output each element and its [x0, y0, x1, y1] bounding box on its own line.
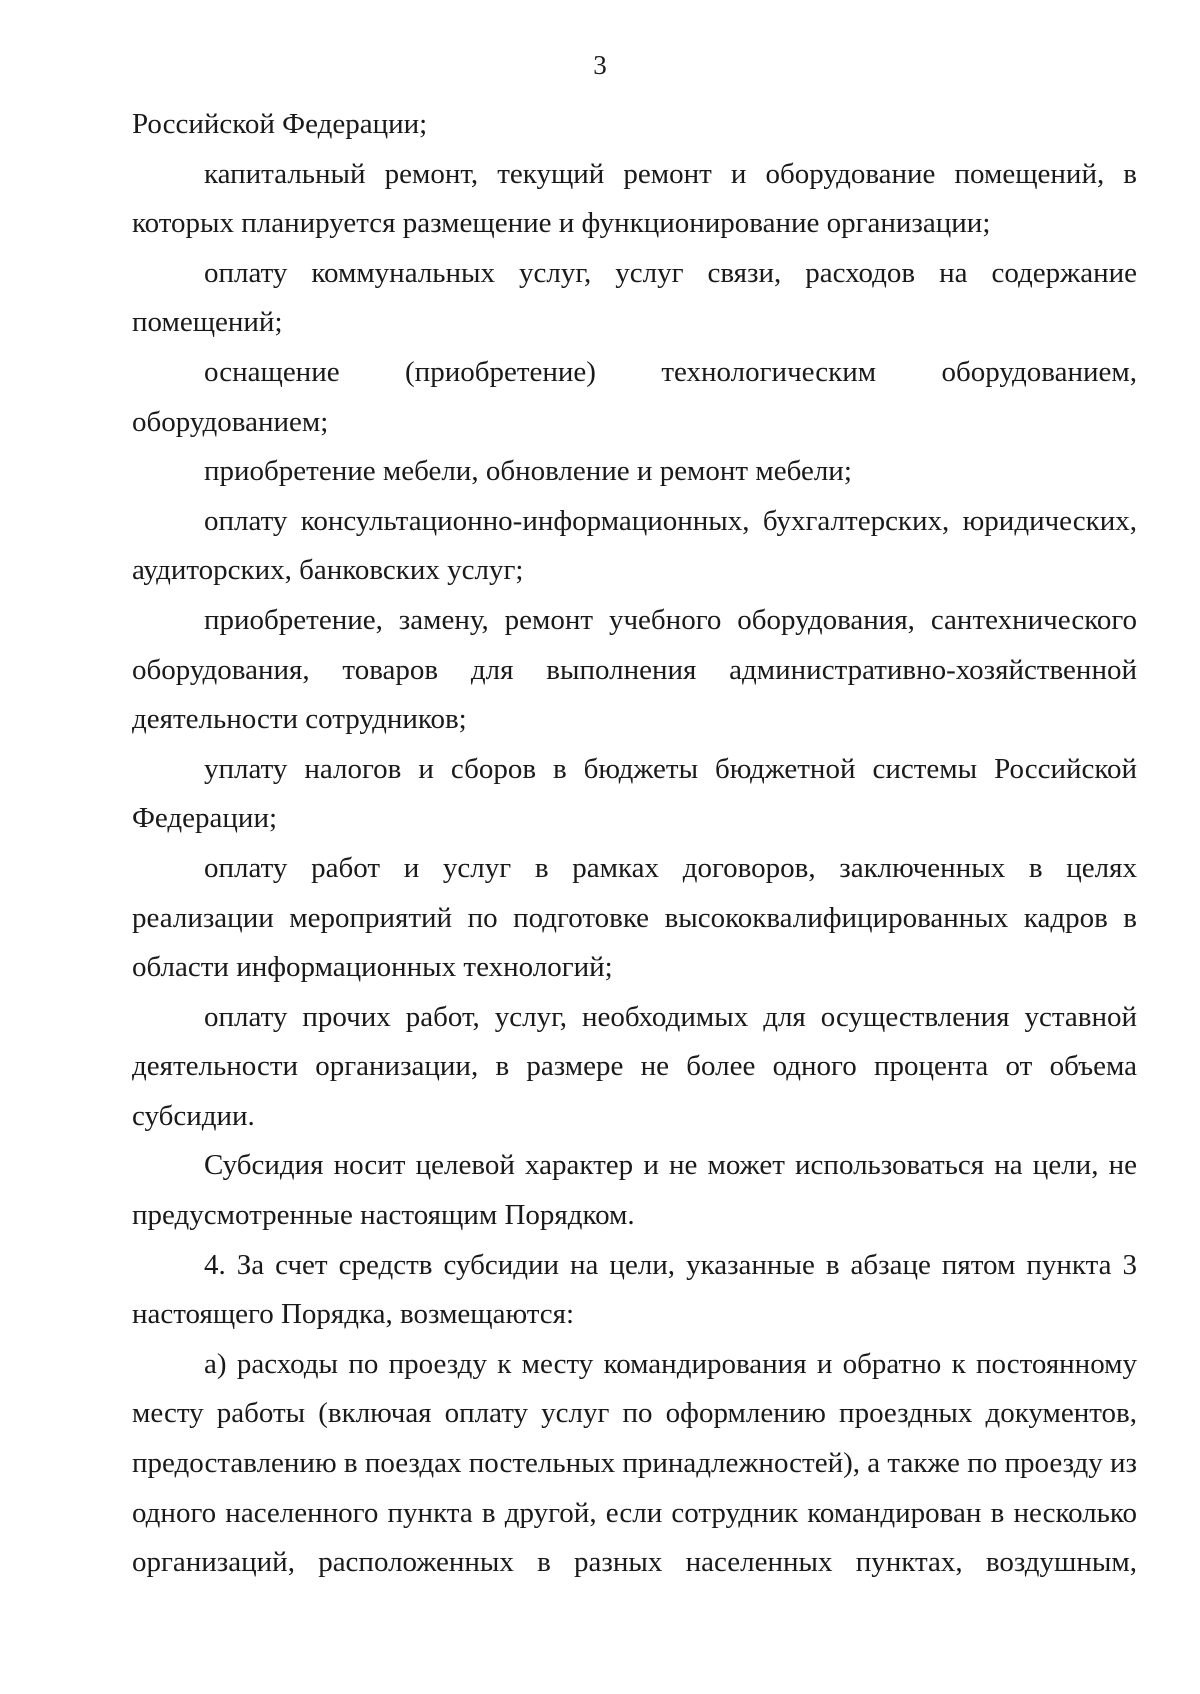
text-line: месту работы (включая оплату услуг по оформлению проездных документов,	[132, 1397, 1137, 1430]
text-line: области информационных технологий;	[132, 951, 613, 984]
text-line: помещений;	[132, 306, 283, 339]
text-line: которых планируется размещение и функционирование организации;	[132, 207, 991, 240]
text-line: одного населенного пункта в другой, если сотрудник командирован в несколько	[132, 1496, 1137, 1529]
text-line: капитальный ремонт, текущий ремонт и оборудование помещений, в	[204, 157, 1137, 190]
text-line: оплату консультационно-информационных, бухгалтерских, юридических,	[204, 504, 1137, 537]
text-line: оплату прочих работ, услуг, необходимых для осуществления уставной	[204, 1000, 1137, 1033]
text-line: настоящего Порядка, возмещаются:	[132, 1298, 575, 1331]
text-line: предусмотренные настоящим Порядком.	[132, 1199, 635, 1232]
text-line: субсидии.	[132, 1099, 255, 1132]
text-line: приобретение, замену, ремонт учебного оборудования, сантехнического	[204, 603, 1137, 636]
text-line: деятельности организации, в размере не более одного процента от объема	[132, 1050, 1137, 1083]
text-line: оплату коммунальных услуг, услуг связи, расходов на содержание	[204, 256, 1137, 289]
text-line: 4. За счет средств субсидии на цели, указанные в абзаце пятом пункта 3	[204, 1248, 1137, 1281]
text-line: деятельности сотрудников;	[132, 703, 467, 736]
text-line: Федерации;	[132, 802, 278, 835]
text-line: организаций, расположенных в разных населенных пунктах, воздушным,	[132, 1546, 1137, 1579]
text-line: а) расходы по проезду к месту командирования и обратно к постоянному	[204, 1347, 1137, 1380]
text-line: реализации мероприятий по подготовке высококвалифицированных кадров в	[132, 901, 1137, 934]
text-line: оборудованием;	[132, 405, 329, 438]
text-line: предоставлению в поездах постельных принадлежностей), а также по проезду из	[132, 1447, 1137, 1480]
text-line: уплату налогов и сборов в бюджеты бюджетной системы Российской	[204, 752, 1137, 785]
text-line: Российской Федерации;	[132, 108, 428, 140]
body-text	[132, 100, 1137, 1588]
text-line: оснащение (приобретение) технологическим оборудованием,	[204, 355, 1137, 388]
text-line: аудиторских, банковских услуг;	[132, 554, 524, 587]
text-line: оплату работ и услуг в рамках договоров, заключенных в целях	[204, 851, 1137, 884]
text-line: Субсидия носит целевой характер и не может использоваться на цели, не	[204, 1149, 1137, 1182]
text-line: приобретение мебели, обновление и ремонт мебели;	[204, 455, 852, 488]
text-line: оборудования, товаров для выполнения административно-хозяйственной	[132, 653, 1137, 686]
page-number: 3	[593, 50, 607, 80]
